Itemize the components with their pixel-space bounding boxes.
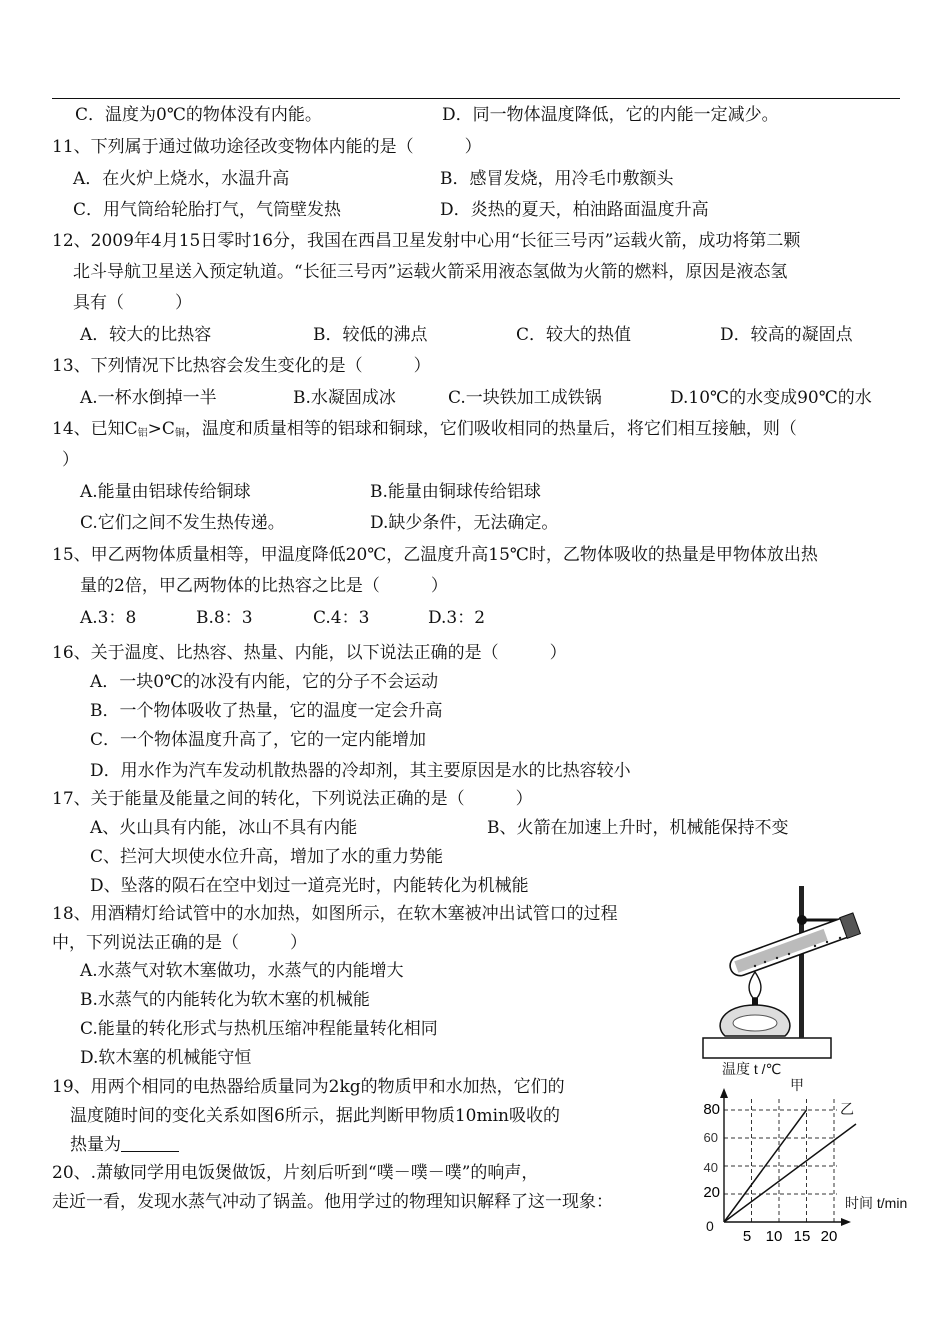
q17-option-b: B、火箭在加速上升时，机械能保持不变	[487, 818, 789, 838]
q14-stem: 14、已知$C_铝>C_铜$，温度和质量相等的铝球和铜球，它们吸收相同的热量后，将它们相互接触，则（	[52, 419, 797, 439]
q18-option-b: B.水蒸气的内能转化为软木塞的机械能	[80, 990, 370, 1010]
y-tick-label: 40	[703, 1160, 718, 1175]
q12-option-a: A．较大的比热容	[80, 325, 212, 345]
q11-stem: 11、下列属于通过做功途径改变物体内能的是（ ）	[52, 137, 482, 157]
q15-option-c: C.4：3	[313, 608, 370, 628]
q18-option-a: A.水蒸气对软木塞做功，水蒸气的内能增大	[80, 961, 404, 981]
y-axis-arrow	[720, 1088, 728, 1098]
q12-option-b: B．较低的沸点	[313, 325, 428, 345]
q14-option-a: A.能量由铝球传给铜球	[80, 482, 251, 502]
q10-option-d: D．同一物体温度降低，它的内能一定减少。	[442, 105, 779, 125]
header-rule	[52, 98, 900, 99]
q14-option-d: D.缺少条件，无法确定。	[370, 513, 559, 533]
q18-stem-line2: 中，下列说法正确的是（ ）	[52, 933, 307, 953]
q13-option-b: B.水凝固成冰	[293, 388, 396, 408]
q12-stem-line2: 北斗导航卫星送入预定轨道。“长征三号丙”运载火箭采用液态氢做为火箭的燃料，原因是液态氢	[73, 262, 788, 282]
q19-answer-blank	[121, 1135, 179, 1152]
q17-option-d: D、坠落的陨石在空中划过一道亮光时，内能转化为机械能	[90, 876, 529, 896]
q14-stem-close: ）	[62, 450, 79, 470]
q12-stem-line1: 12、2009年4月15日零时16分，我国在西昌卫星发射中心用“长征三号丙”运载火箭，成功将第二颗	[52, 231, 801, 251]
x-tick-label: 5	[742, 1228, 752, 1245]
q14-option-c: C.它们之间不发生热传递。	[80, 513, 285, 533]
q12-option-c: C．较大的热值	[516, 325, 632, 345]
q13-option-c: C.一块铁加工成铁锅	[448, 388, 602, 408]
q11-option-b: B．感冒发烧，用冷毛巾敷额头	[440, 169, 674, 189]
series-yi-label: 乙	[840, 1101, 854, 1117]
q14-option-b: B.能量由铜球传给铝球	[370, 482, 541, 502]
q16-option-a: A．一块0℃的冰没有内能，它的分子不会运动	[90, 672, 439, 692]
y-tick-label: 80	[703, 1101, 720, 1118]
q15-option-d: D.3：2	[428, 608, 486, 628]
q15-option-a: A.3：8	[80, 608, 137, 628]
q15-stem-line2: 量的2倍，甲乙两物体的比热容之比是（ ）	[80, 576, 448, 596]
q16-option-d: D．用水作为汽车发动机散热器的冷却剂，其主要原因是水的比热容较小	[90, 761, 631, 781]
q17-stem: 17、关于能量及能量之间的转化，下列说法正确的是（ ）	[52, 789, 533, 809]
q13-option-a: A.一杯水倒掉一半	[80, 388, 217, 408]
q16-stem: 16、关于温度、比热容、热量、内能，以下说法正确的是（ ）	[52, 643, 567, 663]
q11-option-d: D．炎热的夏天，柏油路面温度升高	[440, 200, 709, 220]
x-tick-label: 10	[765, 1228, 783, 1245]
q18-stem-line1: 18、用酒精灯给试管中的水加热，如图所示，在软木塞被冲出试管口的过程	[52, 904, 618, 924]
q20-stem-line2: 走近一看，发现水蒸气冲动了锅盖。他用学过的物理知识解释了这一现象：	[52, 1192, 613, 1212]
y-tick-label: 60	[703, 1130, 718, 1145]
temperature-time-graph	[695, 1060, 935, 1250]
q15-option-b: B.8：3	[196, 608, 253, 628]
q20-stem-line1: 20、.萧敏同学用电饭煲做饭，片刻后听到“噗－噗－噗”的响声，	[52, 1163, 539, 1183]
x-axis-label: 时间 t/min	[845, 1195, 908, 1211]
x-tick-label: 20	[820, 1228, 838, 1245]
series-line-yi	[724, 1124, 856, 1222]
x-tick-label: 15	[793, 1228, 811, 1245]
q17-option-a: A、火山具有内能，冰山不具有内能	[90, 818, 358, 838]
q16-option-b: B．一个物体吸收了热量，它的温度一定会升高	[90, 701, 443, 721]
q10-option-c: C．温度为0℃的物体没有内能。	[75, 105, 322, 125]
q13-option-d: D.10℃的水变成90℃的水	[670, 388, 872, 408]
y-tick-label: 20	[703, 1184, 720, 1201]
y-axis-label: 温度 t /℃	[722, 1061, 782, 1077]
series-jia-label: 甲	[790, 1077, 804, 1093]
q19-stem-line2: 温度随时间的变化关系如图6所示，据此判断甲物质10min吸收的	[70, 1106, 560, 1126]
q16-option-c: C．一个物体温度升高了，它的一定内能增加	[90, 730, 427, 750]
q18-option-c: C.能量的转化形式与热机压缩冲程能量转化相同	[80, 1019, 438, 1039]
q15-stem-line1: 15、甲乙两物体质量相等，甲温度降低20℃，乙温度升高15℃时，乙物体吸收的热量是甲物体放出热	[52, 545, 818, 565]
q11-option-c: C．用气筒给轮胎打气，气筒壁发热	[73, 200, 342, 220]
x-axis-arrow	[841, 1218, 851, 1226]
q19-stem-line3: 热量为	[70, 1134, 179, 1156]
q13-stem: 13、下列情况下比热容会发生变化的是（ ）	[52, 356, 431, 376]
q12-option-d: D．较高的凝固点	[720, 325, 853, 345]
q18-option-d: D.软木塞的机械能守恒	[80, 1048, 252, 1068]
q11-option-a: A．在火炉上烧水，水温升高	[73, 169, 290, 189]
q12-stem-line3: 具有（ ）	[73, 293, 192, 313]
heating-apparatus-figure	[695, 880, 875, 1065]
origin-label: 0	[706, 1218, 714, 1234]
q19-stem-line1: 19、用两个相同的电热器给质量同为2kg的物质甲和水加热，它们的	[52, 1077, 565, 1097]
q17-option-c: C、拦河大坝使水位升高，增加了水的重力势能	[90, 847, 444, 867]
